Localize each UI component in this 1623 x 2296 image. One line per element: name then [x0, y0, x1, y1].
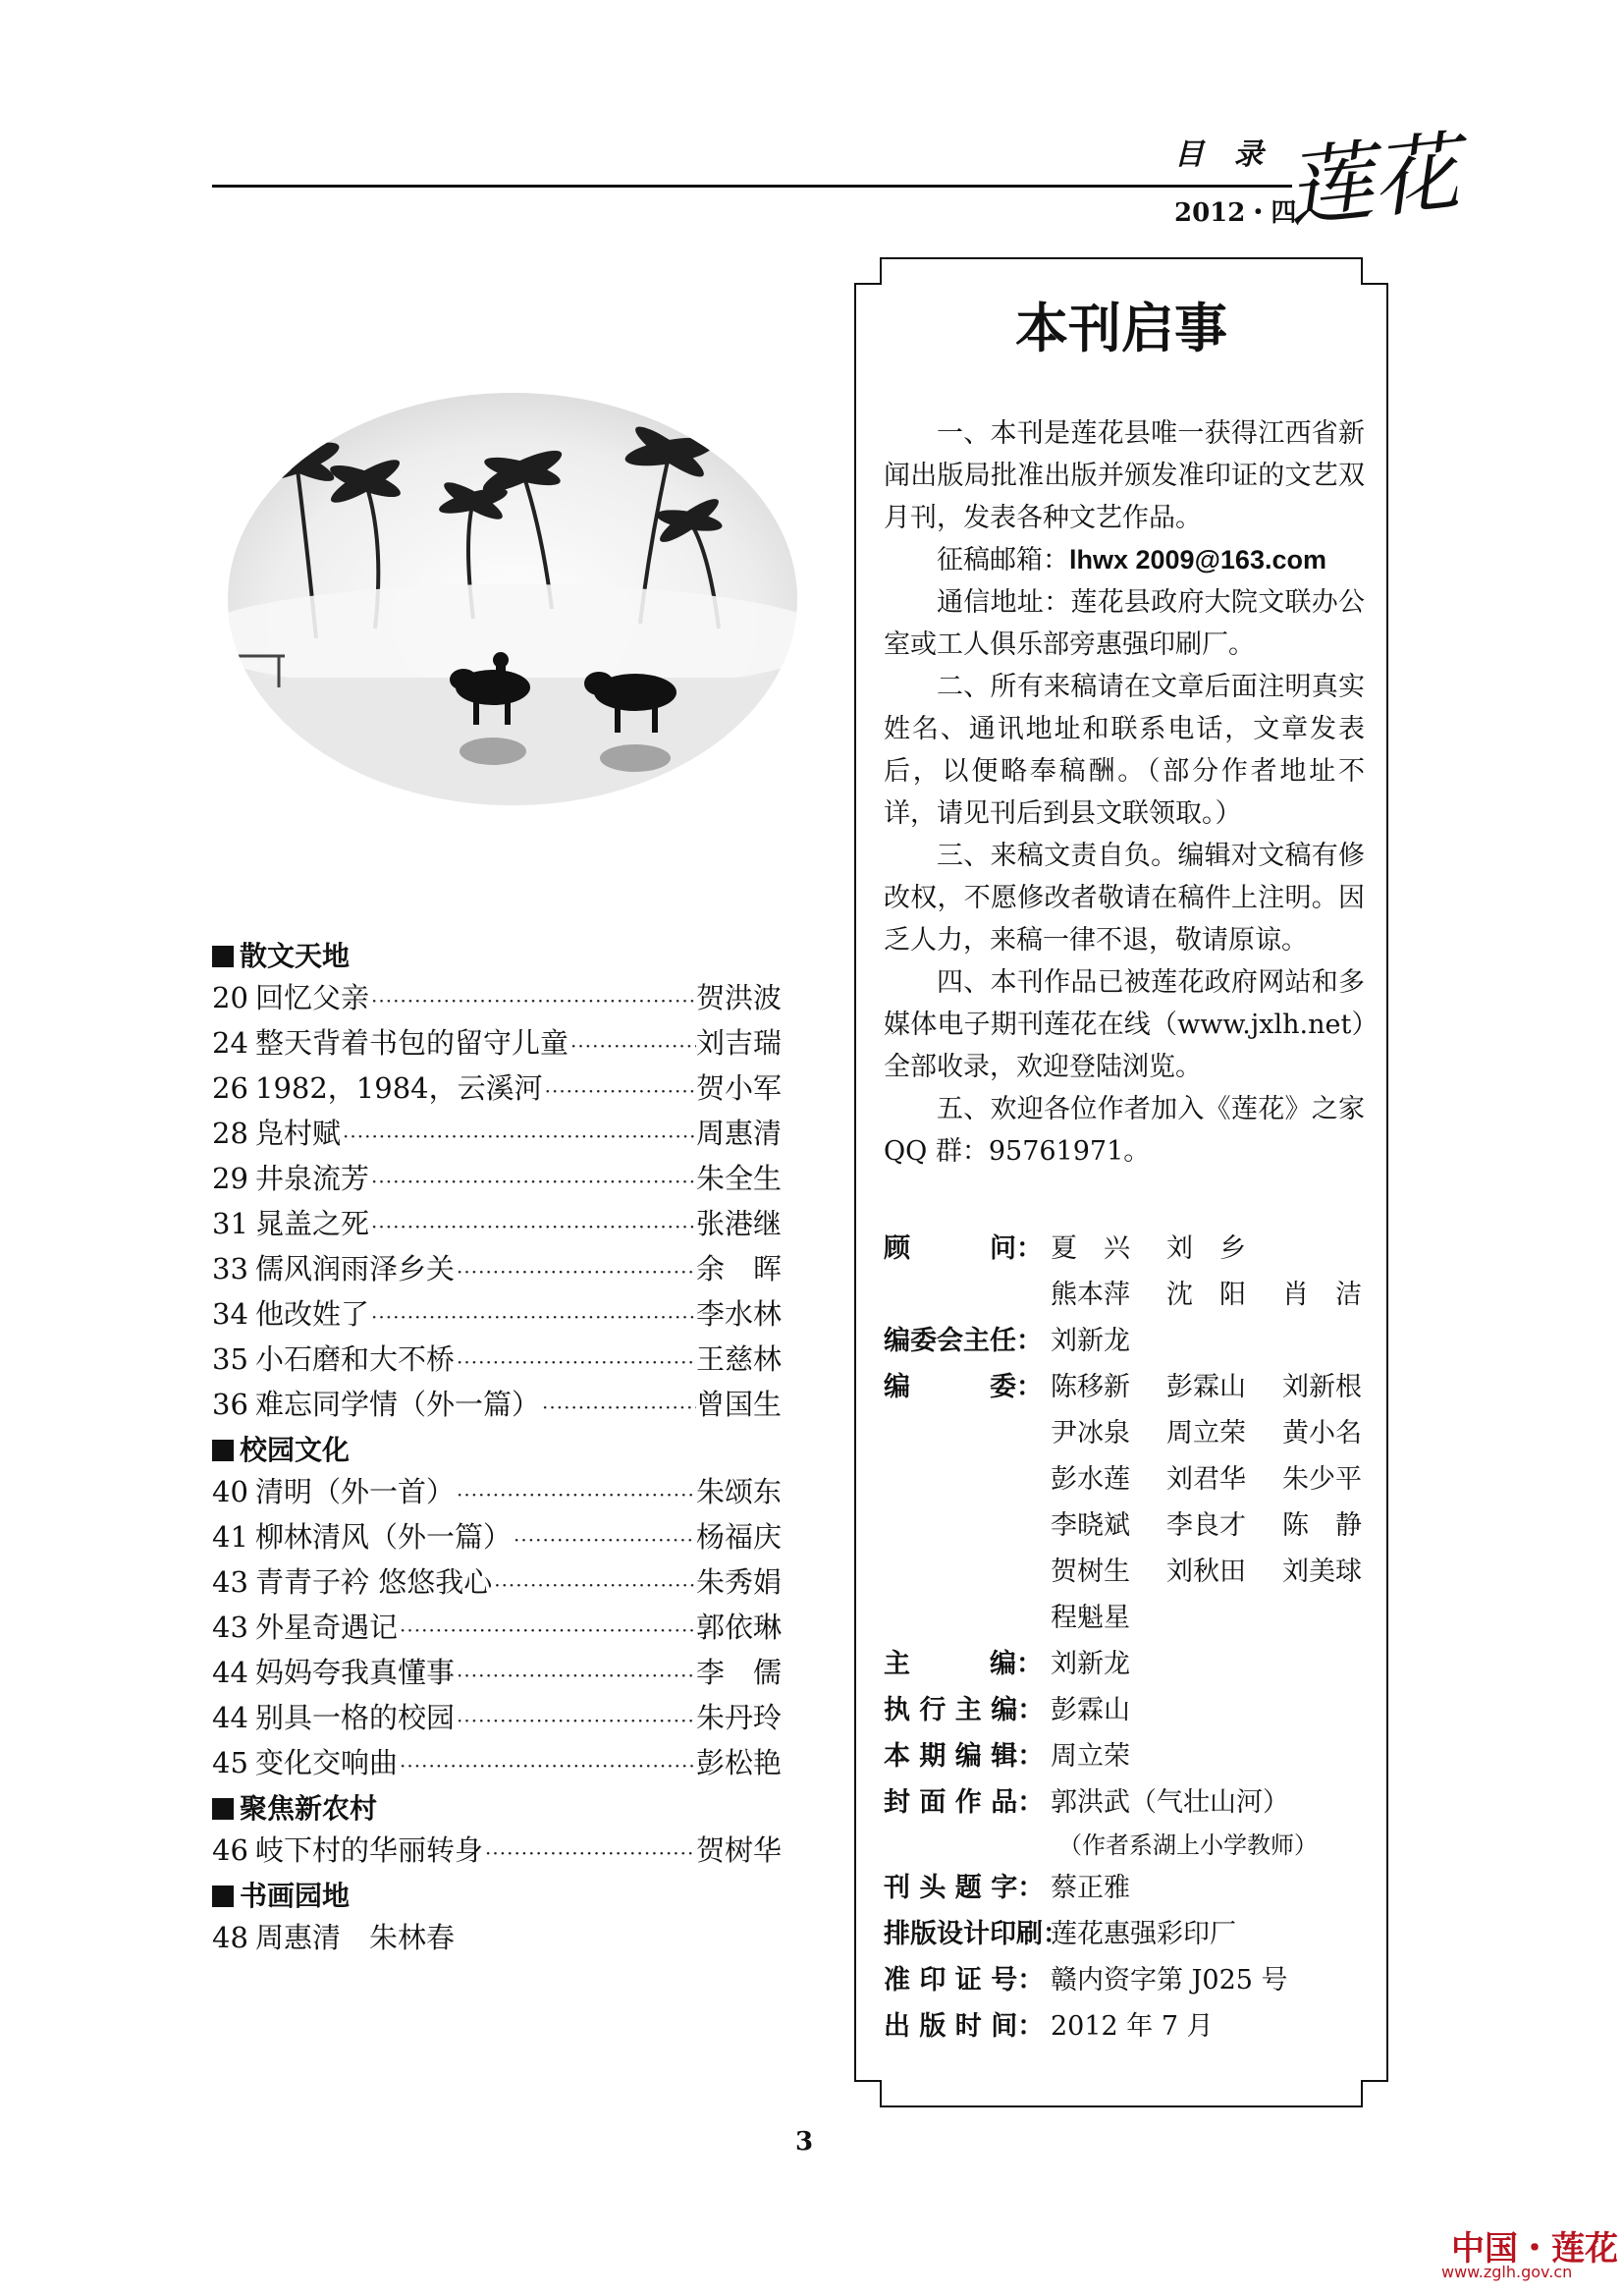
notice-paragraph-4: 四、本刊作品已被莲花政府网站和多媒体电子期刊莲花在线（www.jxlh.net）全部收录，欢迎登陆浏览。: [884, 967, 1365, 1082]
toc-page-number: 43: [212, 1565, 248, 1599]
toc-entry-title: 他改姓了: [255, 1297, 370, 1331]
square-bullet-icon: [212, 1798, 234, 1820]
editor-name: 刘新龙: [1051, 1649, 1130, 1679]
toc-page-number: 40: [212, 1475, 248, 1508]
toc-entry-title: 岐下村的华丽转身: [255, 1833, 484, 1867]
notice-paragraph-3: 三、来稿文责自负。编辑对文稿有修改权，不愿修改者敬请在稿件上注明。因乏人力，来稿一律不退，敬请原谅。: [884, 841, 1365, 956]
toc-entry[interactable]: [212, 1516, 782, 1561]
advisor-name: 夏 兴: [1051, 1233, 1130, 1264]
committee-member-name: 朱少平: [1282, 1464, 1362, 1495]
notice-email-line: [884, 539, 1365, 581]
buffalo-palm-illustration: [228, 393, 797, 805]
toc-entry-author: 贺小军: [695, 1071, 782, 1105]
toc-page-number: 43: [212, 1611, 248, 1644]
advisor-name: [1282, 1226, 1398, 1272]
toc-entry-author: 余 晖: [695, 1252, 782, 1285]
toc-entry[interactable]: [212, 1067, 782, 1113]
toc-section-heading: [212, 935, 782, 977]
calligraphy-name: 蔡正雅: [1051, 1873, 1130, 1903]
advisor-name: 沈 阳: [1166, 1280, 1246, 1310]
toc-section-title: 书画园地: [240, 1880, 351, 1912]
toc-leader-dots: [455, 1700, 696, 1742]
toc-leader-dots: [341, 1116, 696, 1158]
issue-editor-label: 本 期 编 辑：: [884, 1741, 1045, 1772]
toc-section-title: 聚焦新农村: [240, 1792, 378, 1825]
committee-member-name: 李良才: [1166, 1510, 1246, 1541]
committee-member-name: 周立荣: [1166, 1418, 1246, 1449]
date-label: 出 版 时 间：: [884, 2011, 1045, 2042]
toc-entry[interactable]: [212, 1384, 782, 1429]
toc-page-number: 34: [212, 1297, 248, 1331]
toc-leader-dots: [483, 1832, 696, 1875]
toc-leader-dots: [492, 1564, 696, 1607]
toc-entry[interactable]: [212, 1697, 782, 1742]
table-of-contents: [212, 935, 782, 1959]
toc-entry[interactable]: [212, 1158, 782, 1203]
toc-entry[interactable]: [212, 1607, 782, 1652]
toc-entry[interactable]: [212, 1830, 782, 1875]
committee-member-name: 李晓斌: [1051, 1510, 1130, 1541]
toc-entry-author: 张港继: [695, 1207, 782, 1240]
toc-entry[interactable]: [212, 1203, 782, 1248]
committee-member-name: 刘君华: [1166, 1464, 1246, 1495]
notice-title: 本刊启事: [1015, 298, 1227, 359]
toc-entry-author: 李水林: [695, 1297, 782, 1331]
toc-leader-dots: [398, 1610, 696, 1652]
toc-section-title: 校园文化: [240, 1434, 351, 1466]
toc-entry-title: 儒风润雨泽乡关: [255, 1252, 456, 1285]
toc-entry-title: 整天背着书包的留守儿童: [255, 1026, 569, 1060]
toc-entry-author: 朱丹玲: [695, 1701, 782, 1734]
toc-entry-title: 妈妈夸我真懂事: [255, 1656, 456, 1689]
exec-editor-row: [884, 1687, 1375, 1733]
toc-page-number: 45: [212, 1746, 248, 1779]
chair-label: 编委会主任：: [884, 1326, 1043, 1356]
cover-work: 郭洪武（气壮山河）: [1051, 1787, 1289, 1818]
toc-entry-author: 曾国生: [695, 1388, 782, 1421]
toc-section-heading: [212, 1429, 782, 1471]
committee-member-name: 尹冰泉: [1051, 1418, 1130, 1449]
printer-label: 排版设计印刷：: [884, 1919, 1069, 1949]
toc-page-number: 24: [212, 1026, 248, 1060]
toc-entry-title: 难忘同学情（外一篇）: [255, 1388, 541, 1421]
toc-leader-dots: [568, 1025, 696, 1067]
notice-paragraph-5: 五、欢迎各位作者加入《莲花》之家 QQ 群：95761971。: [884, 1094, 1365, 1167]
committee-member-name: 黄小名: [1282, 1418, 1362, 1449]
toc-entry[interactable]: [212, 1248, 782, 1293]
calligraphy-label: 刊 头 题 字：: [884, 1873, 1045, 1903]
toc-entry-author: 刘吉瑞: [695, 1026, 782, 1060]
toc-entry[interactable]: [212, 977, 782, 1022]
toc-section-title: 散文天地: [240, 940, 351, 972]
advisors-names: [1051, 1226, 1398, 1318]
toc-entry-author: 贺洪波: [695, 981, 782, 1014]
toc-page-number: 31: [212, 1207, 248, 1240]
committee-member-name: 刘美球: [1282, 1557, 1362, 1587]
header-section-label: 目 录: [1174, 137, 1273, 172]
toc-page-number: 20: [212, 981, 248, 1014]
committee-member-name: 陈移新: [1051, 1372, 1130, 1402]
toc-entry-title: 柳林清风（外一篇）: [255, 1520, 513, 1554]
permit-row: [884, 1957, 1375, 2003]
members-row: [884, 1364, 1375, 1641]
toc-page-number: 44: [212, 1656, 248, 1689]
toc-leader-dots: [455, 1474, 696, 1516]
toc-entry-title: 清明（外一首）: [255, 1475, 456, 1508]
members-label: 编 委：: [884, 1372, 1043, 1402]
page-number: 3: [795, 2127, 814, 2157]
toc-entry[interactable]: [212, 1652, 782, 1697]
toc-entry-title: 小石磨和大不桥: [255, 1342, 456, 1376]
exec-editor-name: 彭霖山: [1051, 1695, 1130, 1725]
permit-label: 准 印 证 号：: [884, 1965, 1045, 1995]
toc-entry[interactable]: [212, 1917, 782, 1959]
masthead-staff: [884, 1226, 1375, 2050]
toc-entry[interactable]: [212, 1113, 782, 1158]
toc-entry-author: 王慈林: [695, 1342, 782, 1376]
toc-entry-title: 变化交响曲: [255, 1746, 399, 1779]
toc-entry-author: 朱秀娟: [695, 1565, 782, 1599]
toc-leader-dots: [543, 1070, 696, 1113]
chair-name: 刘新龙: [1051, 1326, 1130, 1356]
toc-leader-dots: [369, 980, 696, 1022]
notice-body: [884, 412, 1365, 1173]
toc-leader-dots: [455, 1251, 696, 1293]
toc-page-number: 35: [212, 1342, 248, 1376]
toc-leader-dots: [455, 1655, 696, 1697]
printer-name: 莲花惠强彩印厂: [1051, 1919, 1236, 1949]
toc-entry-author: 贺树华: [695, 1833, 782, 1867]
toc-entry-title: 井泉流芳: [255, 1162, 370, 1195]
cover-note: （作者系湖上小学教师）: [1058, 1831, 1318, 1859]
permit-number: 赣内资字第 J025 号: [1051, 1965, 1288, 1995]
advisor-name: 熊本萍: [1051, 1280, 1130, 1310]
toc-leader-dots: [455, 1341, 696, 1384]
toc-entry-title: 1982，1984，云溪河: [255, 1071, 543, 1105]
editor-row: [884, 1641, 1375, 1687]
publish-date: 2012 年 7 月: [1051, 2011, 1214, 2042]
toc-page-number: 46: [212, 1833, 248, 1867]
email-label: 征稿邮箱：: [937, 545, 1069, 575]
square-bullet-icon: [212, 1440, 234, 1461]
toc-entry-author: 郭依琳: [695, 1611, 782, 1644]
toc-leader-dots: [369, 1206, 696, 1248]
toc-leader-dots: [512, 1519, 696, 1561]
magazine-logo: 莲花: [1281, 121, 1464, 240]
toc-page-number: 44: [212, 1701, 248, 1734]
date-row: [884, 2003, 1375, 2050]
toc-page-number: 41: [212, 1520, 248, 1554]
email-address[interactable]: lhwx 2009@163.com: [1069, 545, 1326, 574]
members-names: [1051, 1364, 1398, 1641]
square-bullet-icon: [212, 1886, 234, 1907]
header-rule: [212, 185, 1292, 188]
toc-entry-author: 杨福庆: [695, 1520, 782, 1554]
committee-member-name: 贺树生: [1051, 1557, 1130, 1587]
toc-entry-title: 回忆父亲: [255, 981, 370, 1014]
committee-member-name: 陈 静: [1282, 1510, 1362, 1541]
square-bullet-icon: [212, 946, 234, 967]
issue-number: 2012・四: [1174, 198, 1297, 228]
issue-editor-name: 周立荣: [1051, 1741, 1130, 1772]
toc-entry-title: 晁盖之死: [255, 1207, 370, 1240]
toc-page-number: 26: [212, 1071, 248, 1105]
toc-entry[interactable]: [212, 1293, 782, 1339]
toc-entry[interactable]: [212, 1471, 782, 1516]
committee-member-name: 彭水莲: [1051, 1464, 1130, 1495]
toc-entry-title: 青青子衿 悠悠我心: [255, 1565, 493, 1599]
toc-entry[interactable]: [212, 1022, 782, 1067]
toc-entry[interactable]: [212, 1561, 782, 1607]
toc-entry[interactable]: [212, 1742, 782, 1787]
toc-entry-author: 彭松艳: [695, 1746, 782, 1779]
toc-leader-dots: [398, 1745, 696, 1787]
notice-paragraph-2: 二、所有来稿请在文章后面注明真实姓名、通讯地址和联系电话，文章发表后，以便略奉稿酬。（部分作者地址不详，请见刊后到县文联领取。）: [884, 672, 1365, 829]
calligraphy-row: [884, 1865, 1375, 1911]
watermark-url: www.zglh.gov.cn: [1441, 2263, 1573, 2281]
toc-entry[interactable]: [212, 1339, 782, 1384]
toc-section-heading: [212, 1787, 782, 1830]
toc-page-number: 29: [212, 1162, 248, 1195]
notice-paragraph-1: 一、本刊是莲花县唯一获得江西省新闻出版局批准出版并颁发准印证的文艺双月刊，发表各种文艺作品。: [884, 418, 1365, 533]
toc-entry-title: 别具一格的校园: [255, 1701, 456, 1734]
toc-entry-title: 外星奇遇记: [255, 1611, 399, 1644]
committee-member-name: 刘秋田: [1166, 1557, 1246, 1587]
toc-entry-author: 周惠清: [695, 1117, 782, 1150]
exec-editor-label: 执 行 主 编：: [884, 1695, 1045, 1725]
notice-address: 通信地址：莲花县政府大院文联办公室或工人俱乐部旁惠强印刷厂。: [884, 587, 1365, 660]
toc-entry-author: 朱颂东: [695, 1475, 782, 1508]
cover-row: [884, 1779, 1375, 1826]
committee-member-name: 程魁星: [1051, 1603, 1130, 1633]
toc-leader-dots: [369, 1296, 696, 1339]
toc-section-heading: [212, 1875, 782, 1917]
committee-member-name: 刘新根: [1282, 1372, 1362, 1402]
advisor-name: 刘 乡: [1166, 1233, 1246, 1264]
printer-row: [884, 1911, 1375, 1957]
chair-row: [884, 1318, 1375, 1364]
toc-entry-author: 李 儒: [695, 1656, 782, 1689]
committee-member-name: 彭霖山: [1166, 1372, 1246, 1402]
toc-page-number: 36: [212, 1388, 248, 1421]
issue-editor-row: [884, 1733, 1375, 1779]
advisors-label: 顾 问：: [884, 1233, 1043, 1264]
toc-leader-dots: [369, 1161, 696, 1203]
advisors-row: [884, 1226, 1375, 1318]
watermark-text: 中国・莲花: [1451, 2229, 1618, 2269]
cover-label: 封 面 作 品：: [884, 1787, 1045, 1818]
toc-entry-author: 朱全生: [695, 1162, 782, 1195]
toc-leader-dots: [540, 1387, 696, 1429]
toc-entry-title: 周惠清 朱林春: [255, 1921, 456, 1954]
toc-page-number: 28: [212, 1117, 248, 1150]
advisor-name: 肖 洁: [1282, 1280, 1362, 1310]
toc-page-number: 33: [212, 1252, 248, 1285]
toc-page-number: 48: [212, 1921, 248, 1954]
editor-label: 主 编：: [884, 1649, 1043, 1679]
toc-entry-title: 凫村赋: [255, 1117, 342, 1150]
